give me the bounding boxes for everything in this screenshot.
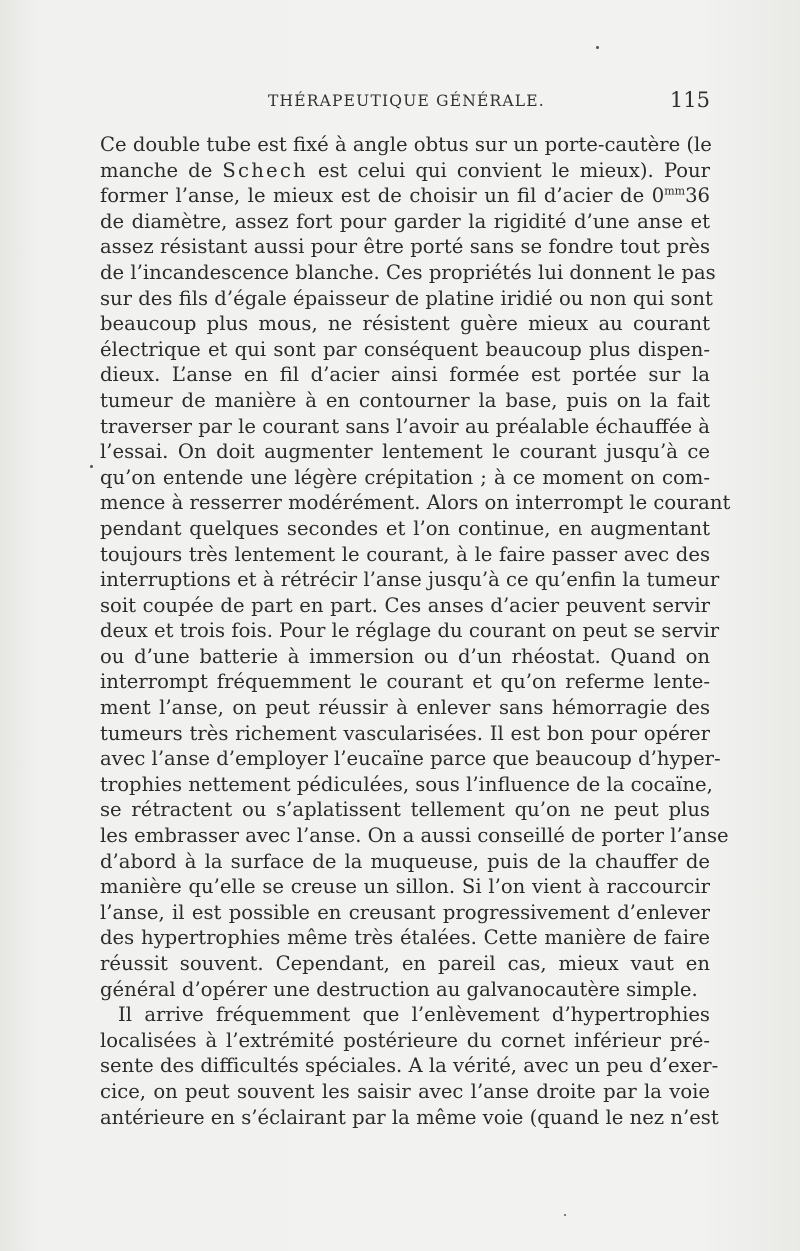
- text-line: tumeur de manière à en contourner la base, puis on la fait: [100, 388, 710, 412]
- print-speck: [596, 46, 599, 49]
- text-line: former l’anse, le mieux est de choisir un fil d’acier de $0^{mm}36$: [100, 184, 710, 208]
- text-line: Il arrive fréquemment que l’enlèvement d’hypertrophies: [118, 1003, 710, 1027]
- text-line: localisées à l’extrémité postérieure du cornet inférieur pré-: [100, 1028, 710, 1052]
- text-line: l’anse, il est possible en creusant progressivement d’enlever: [100, 900, 710, 924]
- text-line: ment l’anse, on peut réussir à enlever sans hémorragie des: [100, 696, 710, 720]
- text-line: sur des fils d’égale épaisseur de platine iridié ou non qui sont: [100, 286, 713, 310]
- running-header: [100, 88, 710, 118]
- text-line: de l’incandescence blanche. Ces propriétés lui donnent le pas: [100, 260, 716, 284]
- text-line: beaucoup plus mous, ne résistent guère mieux au courant: [100, 312, 710, 336]
- text-line: qu’on entende une légère crépitation ; à ce moment on com-: [100, 465, 710, 489]
- text-line: toujours très lentement le courant, à le faire passer avec des: [100, 542, 710, 566]
- print-speck: [90, 465, 93, 468]
- author-name: Schech: [222, 158, 308, 182]
- text-line: Ce double tube est fixé à angle obtus sur un porte-cautère (le: [100, 133, 712, 156]
- text-line: interrompt fréquemment le courant et qu’on referme lente-: [100, 670, 710, 694]
- text-line: électrique et qui sont par conséquent beaucoup plus dispen-: [100, 337, 710, 361]
- text-line: se rétractent ou s’aplatissent tellement qu’on ne peut plus: [100, 798, 710, 822]
- text-line: de diamètre, assez fort pour garder la rigidité d’une anse et: [100, 209, 710, 233]
- text-line: d’abord à la surface de la muqueuse, puis de la chauffer de: [100, 849, 710, 873]
- text-line: interruptions et à rétrécir l’anse jusqu’à ce qu’enfin la tumeur: [100, 568, 720, 592]
- text-line: pendant quelques secondes et l’on continue, en augmentant: [100, 516, 710, 540]
- text-line: deux et trois fois. Pour le réglage du courant on peut se servir: [100, 619, 720, 643]
- body-text: [100, 132, 731, 1130]
- text-line: sente des difficultés spéciales. A la vérité, avec un peu d’exer-: [100, 1054, 719, 1078]
- text-line: cice, on peut souvent les saisir avec l’anse droite par la voie: [100, 1079, 710, 1103]
- page-number: 115: [669, 88, 710, 112]
- text-line: mence à resserrer modérément. Alors on interrompt le courant: [100, 491, 731, 515]
- text-line: antérieure en s’éclairant par la même voie (quand le nez n’est: [100, 1105, 719, 1129]
- text-line: l’essai. On doit augmenter lentement le courant jusqu’à ce: [100, 440, 710, 464]
- unit-superscript: mm: [664, 184, 686, 198]
- chapter-title: THÉRAPEUTIQUE GÉNÉRALE.: [268, 92, 545, 110]
- text-line: réussit souvent. Cependant, en pareil cas, mieux vaut en: [100, 952, 710, 975]
- text-line: soit coupée de part en part. Ces anses d’acier peuvent servir: [100, 593, 710, 617]
- text-line: ou d’une batterie à immersion ou d’un rhéostat. Quand on: [100, 644, 710, 668]
- text-line: manière qu’elle se creuse un sillon. Si l’on vient à raccourcir: [100, 875, 710, 899]
- text-line: assez résistant aussi pour être porté sans se fondre tout près: [100, 235, 710, 259]
- text-line: avec l’anse d’employer l’eucaïne parce que beaucoup d’hyper-: [100, 747, 721, 771]
- text-line: tumeurs très richement vascularisées. Il est bon pour opérer: [100, 721, 710, 745]
- text-line: dieux. L’anse en fil d’acier ainsi formée est portée sur la: [100, 363, 710, 387]
- text-line: les embrasser avec l’anse. On a aussi conseillé de porter l’anse: [100, 824, 729, 848]
- text-line: traverser par le courant sans l’avoir au préalable échauffée à: [100, 414, 710, 438]
- text-line: manche de Schech est celui qui convient le mieux). Pour: [100, 158, 710, 182]
- text-line: des hypertrophies même très étalées. Cette manière de faire: [100, 926, 710, 950]
- text-line: trophies nettement pédiculées, sous l’influence de la cocaïne,: [100, 772, 713, 796]
- text-line: général d’opérer une destruction au galvanocautère simple.: [100, 977, 698, 1001]
- print-speck: [564, 1214, 566, 1216]
